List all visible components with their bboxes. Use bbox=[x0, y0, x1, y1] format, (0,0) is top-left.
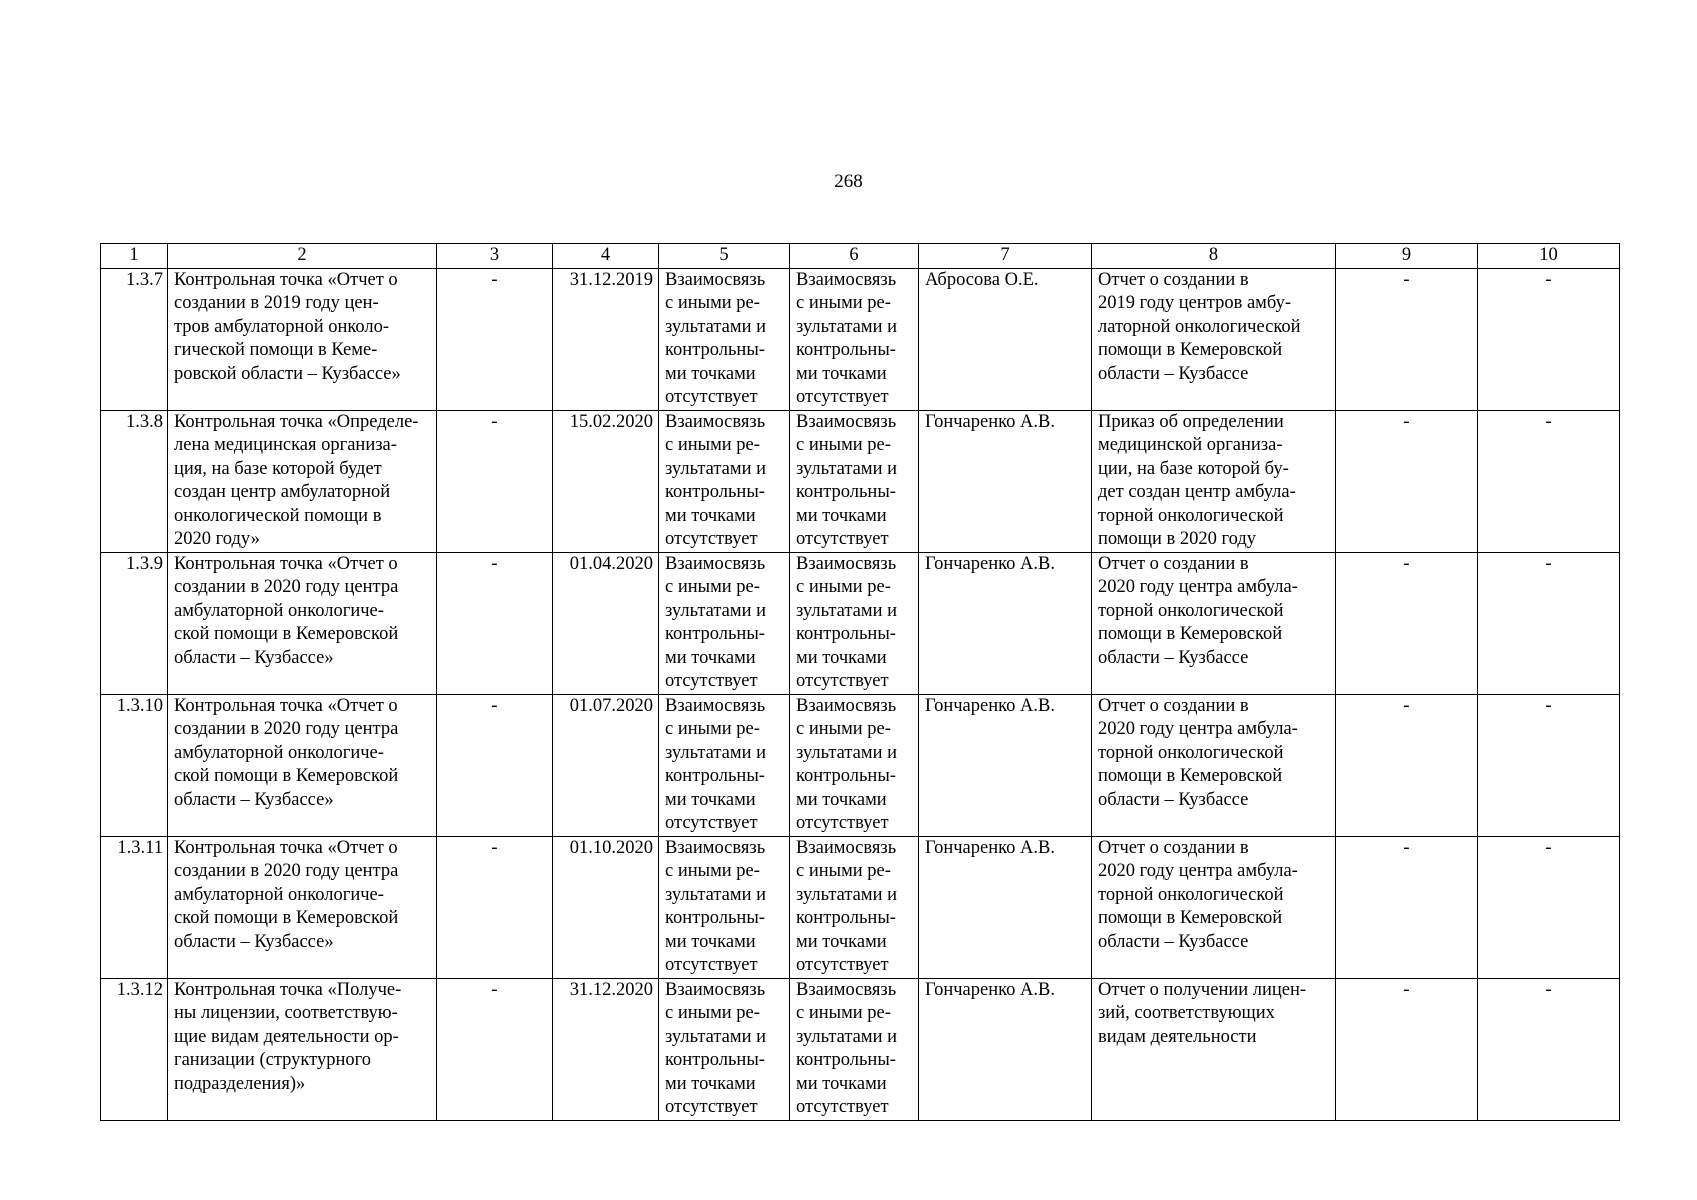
column-3-cell-text: - bbox=[491, 837, 498, 858]
page-number: 268 bbox=[834, 171, 863, 192]
responsible-person-cell bbox=[919, 978, 1092, 1120]
column-3-cell bbox=[437, 268, 553, 410]
column-9-cell bbox=[1336, 410, 1478, 552]
relation-cell-text: Взаимосвязь с иными ре- зультатами и контрольны- ми точками отсутствует bbox=[796, 979, 898, 1117]
column-9-cell bbox=[1336, 268, 1478, 410]
result-document-cell-text: Отчет о создании в 2020 году центра амбула- торной онкологической помощи в Кемеровской области – Кузбассе bbox=[1098, 695, 1298, 810]
relation-cell bbox=[659, 410, 790, 552]
table-row bbox=[101, 552, 1620, 694]
table-row bbox=[101, 410, 1620, 552]
relation-cell bbox=[659, 978, 790, 1120]
result-document-cell-text: Отчет о получении лицен- зий, соответствующих видам деятельности bbox=[1098, 979, 1307, 1047]
column-3-cell bbox=[437, 410, 553, 552]
control-points-table bbox=[100, 243, 1620, 1121]
control-point-title-cell-text: Контрольная точка «Получе- ны лицензии, соответствую- щие видам деятельности ор- ганизации (структурного подразделения)» bbox=[174, 979, 402, 1094]
result-document-cell-text: Отчет о создании в 2019 году центров амбу- латорной онкологической помощи в Кемеровской области – Кузбассе bbox=[1098, 269, 1301, 384]
column-10-cell bbox=[1478, 552, 1620, 694]
column-10-cell bbox=[1478, 694, 1620, 836]
result-document-cell-text: Отчет о создании в 2020 году центра амбула- торной онкологической помощи в Кемеровской области – Кузбассе bbox=[1098, 837, 1298, 952]
column-9-cell-text: - bbox=[1403, 269, 1410, 290]
control-point-title-cell-text: Контрольная точка «Отчет о создании в 2019 году цен- тров амбулаторной онколо- гической помощи в Кеме- ровской области – Кузбассе» bbox=[174, 269, 401, 384]
responsible-person-cell bbox=[919, 552, 1092, 694]
deadline-date-cell-text: 31.12.2019 bbox=[569, 269, 653, 290]
relation-cell bbox=[659, 552, 790, 694]
result-document-cell bbox=[1092, 552, 1336, 694]
row-number-cell bbox=[101, 694, 168, 836]
deadline-date-cell bbox=[553, 552, 659, 694]
relation-cell bbox=[790, 410, 919, 552]
column-9-cell bbox=[1336, 552, 1478, 694]
responsible-person-cell bbox=[919, 694, 1092, 836]
row-number-cell bbox=[101, 978, 168, 1120]
control-point-title-cell-text: Контрольная точка «Отчет о создании в 2020 году центра амбулаторной онкологиче- ской помощи в Кемеровской области – Кузбассе» bbox=[174, 553, 399, 668]
column-header: 3 bbox=[437, 244, 553, 269]
row-number-cell-text: 1.3.8 bbox=[126, 411, 163, 432]
result-document-cell-text: Отчет о создании в 2020 году центра амбула- торной онкологической помощи в Кемеровской области – Кузбассе bbox=[1098, 553, 1298, 668]
column-3-cell-text: - bbox=[491, 553, 498, 574]
relation-cell-text: Взаимосвязь с иными ре- зультатами и контрольны- ми точками отсутствует bbox=[796, 269, 898, 407]
column-header: 5 bbox=[659, 244, 790, 269]
result-document-cell bbox=[1092, 836, 1336, 978]
deadline-date-cell-text: 01.07.2020 bbox=[569, 695, 653, 716]
column-9-cell bbox=[1336, 694, 1478, 836]
relation-cell bbox=[790, 552, 919, 694]
control-point-title-cell bbox=[168, 552, 437, 694]
row-number-cell-text: 1.3.12 bbox=[116, 979, 163, 1000]
result-document-cell-text: Приказ об определении медицинской организа- ции, на базе которой бу- дет создан центр амбула- торной онкологической помощи в 2020 году bbox=[1098, 411, 1296, 549]
control-point-title-cell bbox=[168, 694, 437, 836]
column-3-cell-text: - bbox=[491, 979, 498, 1000]
row-number-cell bbox=[101, 836, 168, 978]
column-9-cell-text: - bbox=[1403, 411, 1410, 432]
column-10-cell-text: - bbox=[1545, 837, 1552, 858]
relation-cell-text: Взаимосвязь с иными ре- зультатами и контрольны- ми точками отсутствует bbox=[665, 695, 767, 833]
column-header: 2 bbox=[168, 244, 437, 269]
relation-cell-text: Взаимосвязь с иными ре- зультатами и контрольны- ми точками отсутствует bbox=[665, 837, 767, 975]
column-header: 9 bbox=[1336, 244, 1478, 269]
control-point-title-cell bbox=[168, 836, 437, 978]
row-number-cell bbox=[101, 268, 168, 410]
row-number-cell-text: 1.3.9 bbox=[126, 553, 163, 574]
relation-cell-text: Взаимосвязь с иными ре- зультатами и контрольны- ми точками отсутствует bbox=[665, 411, 767, 549]
deadline-date-cell bbox=[553, 694, 659, 836]
column-10-cell bbox=[1478, 268, 1620, 410]
result-document-cell bbox=[1092, 268, 1336, 410]
column-10-cell-text: - bbox=[1545, 411, 1552, 432]
column-3-cell-text: - bbox=[491, 411, 498, 432]
deadline-date-cell bbox=[553, 836, 659, 978]
relation-cell-text: Взаимосвязь с иными ре- зультатами и контрольны- ми точками отсутствует bbox=[665, 553, 767, 691]
control-point-title-cell-text: Контрольная точка «Отчет о создании в 2020 году центра амбулаторной онкологиче- ской помощи в Кемеровской области – Кузбассе» bbox=[174, 695, 399, 810]
responsible-person-cell-text: Абросова О.Е. bbox=[925, 269, 1039, 290]
column-header: 6 bbox=[790, 244, 919, 269]
row-number-cell-text: 1.3.7 bbox=[126, 269, 163, 290]
column-9-cell bbox=[1336, 836, 1478, 978]
result-document-cell bbox=[1092, 978, 1336, 1120]
column-9-cell-text: - bbox=[1403, 695, 1410, 716]
column-header: 1 bbox=[101, 244, 168, 269]
responsible-person-cell-text: Гончаренко А.В. bbox=[925, 979, 1055, 1000]
responsible-person-cell bbox=[919, 268, 1092, 410]
relation-cell-text: Взаимосвязь с иными ре- зультатами и контрольны- ми точками отсутствует bbox=[665, 979, 767, 1117]
relation-cell-text: Взаимосвязь с иными ре- зультатами и контрольны- ми точками отсутствует bbox=[796, 695, 898, 833]
deadline-date-cell bbox=[553, 978, 659, 1120]
row-number-cell-text: 1.3.10 bbox=[116, 695, 163, 716]
control-point-title-cell bbox=[168, 268, 437, 410]
result-document-cell bbox=[1092, 694, 1336, 836]
relation-cell bbox=[790, 836, 919, 978]
deadline-date-cell-text: 15.02.2020 bbox=[569, 411, 653, 432]
column-header-row bbox=[101, 244, 1620, 269]
column-10-cell bbox=[1478, 410, 1620, 552]
control-point-title-cell-text: Контрольная точка «Отчет о создании в 2020 году центра амбулаторной онкологиче- ской помощи в Кемеровской области – Кузбассе» bbox=[174, 837, 399, 952]
relation-cell bbox=[790, 694, 919, 836]
table-row bbox=[101, 836, 1620, 978]
column-header: 10 bbox=[1478, 244, 1620, 269]
responsible-person-cell bbox=[919, 836, 1092, 978]
column-3-cell bbox=[437, 978, 553, 1120]
result-document-cell bbox=[1092, 410, 1336, 552]
row-number-cell-text: 1.3.11 bbox=[117, 837, 163, 858]
column-10-cell-text: - bbox=[1545, 269, 1552, 290]
relation-cell bbox=[790, 978, 919, 1120]
column-header: 7 bbox=[919, 244, 1092, 269]
column-9-cell bbox=[1336, 978, 1478, 1120]
table-row bbox=[101, 694, 1620, 836]
column-header: 8 bbox=[1092, 244, 1336, 269]
row-number-cell bbox=[101, 552, 168, 694]
deadline-date-cell bbox=[553, 410, 659, 552]
relation-cell-text: Взаимосвязь с иными ре- зультатами и контрольны- ми точками отсутствует bbox=[796, 837, 898, 975]
responsible-person-cell bbox=[919, 410, 1092, 552]
table-row bbox=[101, 268, 1620, 410]
column-10-cell-text: - bbox=[1545, 979, 1552, 1000]
column-10-cell bbox=[1478, 978, 1620, 1120]
control-point-title-cell bbox=[168, 978, 437, 1120]
column-3-cell bbox=[437, 552, 553, 694]
relation-cell bbox=[790, 268, 919, 410]
column-3-cell-text: - bbox=[491, 695, 498, 716]
relation-cell bbox=[659, 694, 790, 836]
column-9-cell-text: - bbox=[1403, 553, 1410, 574]
responsible-person-cell-text: Гончаренко А.В. bbox=[925, 837, 1055, 858]
responsible-person-cell-text: Гончаренко А.В. bbox=[925, 411, 1055, 432]
relation-cell bbox=[659, 268, 790, 410]
responsible-person-cell-text: Гончаренко А.В. bbox=[925, 695, 1055, 716]
relation-cell-text: Взаимосвязь с иными ре- зультатами и контрольны- ми точками отсутствует bbox=[796, 553, 898, 691]
column-10-cell bbox=[1478, 836, 1620, 978]
relation-cell bbox=[659, 836, 790, 978]
column-3-cell-text: - bbox=[491, 269, 498, 290]
column-3-cell bbox=[437, 836, 553, 978]
deadline-date-cell-text: 01.04.2020 bbox=[569, 553, 653, 574]
table-row bbox=[101, 978, 1620, 1120]
control-point-title-cell-text: Контрольная точка «Определе- лена медицинская организа- ция, на базе которой будет создан центр амбулаторной онкологической помощи в 2020 году» bbox=[174, 411, 419, 549]
column-10-cell-text: - bbox=[1545, 695, 1552, 716]
relation-cell-text: Взаимосвязь с иными ре- зультатами и контрольны- ми точками отсутствует bbox=[665, 269, 767, 407]
deadline-date-cell-text: 31.12.2020 bbox=[569, 979, 653, 1000]
row-number-cell bbox=[101, 410, 168, 552]
deadline-date-cell bbox=[553, 268, 659, 410]
relation-cell-text: Взаимосвязь с иными ре- зультатами и контрольны- ми точками отсутствует bbox=[796, 411, 898, 549]
deadline-date-cell-text: 01.10.2020 bbox=[569, 837, 653, 858]
column-header: 4 bbox=[553, 244, 659, 269]
responsible-person-cell-text: Гончаренко А.В. bbox=[925, 553, 1055, 574]
column-10-cell-text: - bbox=[1545, 553, 1552, 574]
control-point-title-cell bbox=[168, 410, 437, 552]
column-3-cell bbox=[437, 694, 553, 836]
column-9-cell-text: - bbox=[1403, 837, 1410, 858]
column-9-cell-text: - bbox=[1403, 979, 1410, 1000]
